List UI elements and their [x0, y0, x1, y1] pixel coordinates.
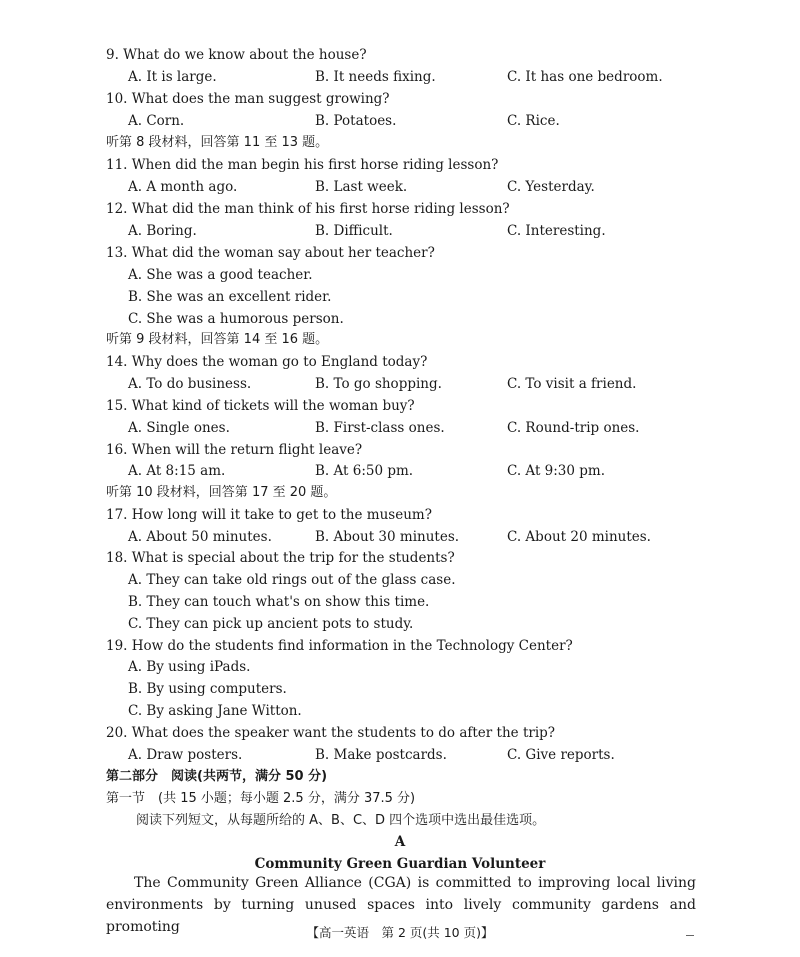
- question-18: 18. What is special about the trip for the students?: [106, 550, 455, 566]
- option-12a: A. Boring.: [128, 223, 197, 239]
- option-13a: A. She was a good teacher.: [128, 267, 313, 283]
- option-15c: C. Round-trip ones.: [507, 420, 640, 436]
- corner-mark: [686, 935, 694, 936]
- option-12c: C. Interesting.: [507, 223, 606, 239]
- option-11a: A. A month ago.: [128, 179, 238, 195]
- option-14c: C. To visit a friend.: [507, 376, 637, 392]
- passage-text: The Community Green Alliance (CGA) is committed to improving local living environments by turning unused spaces into lively community gardens and promoting: [106, 875, 696, 935]
- reading-instruction: 阅读下列短文，从每题所给的 A、B、C、D 四个选项中选出最佳选项。: [136, 813, 546, 828]
- option-14a: A. To do business.: [128, 376, 252, 392]
- section-9-heading: 听第 9 段材料，回答第 14 至 16 题。: [106, 332, 329, 347]
- question-15: 15. What kind of tickets will the woman buy?: [106, 398, 415, 414]
- option-18b: B. They can touch what's on show this time.: [128, 594, 430, 610]
- option-10a: A. Corn.: [128, 113, 185, 129]
- option-11c: C. Yesterday.: [507, 179, 595, 195]
- option-19b: B. By using computers.: [128, 681, 287, 697]
- option-11b: B. Last week.: [315, 179, 408, 195]
- option-14b: B. To go shopping.: [315, 376, 442, 392]
- option-16a: A. At 8:15 am.: [128, 463, 226, 479]
- section-1-heading: 第一节 (共 15 小题；每小题 2.5 分，满分 37.5 分): [106, 791, 416, 806]
- question-20: 20. What does the speaker want the students to do after the trip?: [106, 725, 556, 741]
- question-10: 10. What does the man suggest growing?: [106, 91, 390, 107]
- option-20a: A. Draw posters.: [128, 747, 243, 763]
- option-10b: B. Potatoes.: [315, 113, 397, 129]
- option-13b: B. She was an excellent rider.: [128, 289, 332, 305]
- option-20b: B. Make postcards.: [315, 747, 447, 763]
- option-20c: C. Give reports.: [507, 747, 615, 763]
- option-17b: B. About 30 minutes.: [315, 529, 460, 545]
- option-12b: B. Difficult.: [315, 223, 393, 239]
- option-16c: C. At 9:30 pm.: [507, 463, 606, 479]
- passage-title: Community Green Guardian Volunteer: [254, 856, 546, 872]
- option-13c: C. She was a humorous person.: [128, 311, 344, 327]
- page-footer: 【高一英语 第 2 页(共 10 页)】: [306, 925, 494, 940]
- passage-letter: A: [394, 834, 406, 850]
- option-9a: A. It is large.: [128, 69, 217, 85]
- question-12: 12. What did the man think of his first horse riding lesson?: [106, 201, 510, 217]
- question-19: 19. How do the students find information in the Technology Center?: [106, 638, 573, 654]
- question-17: 17. How long will it take to get to the museum?: [106, 507, 432, 523]
- question-13: 13. What did the woman say about her teacher?: [106, 245, 435, 261]
- section-8-heading: 听第 8 段材料，回答第 11 至 13 题。: [106, 135, 329, 150]
- question-11: 11. When did the man begin his first horse riding lesson?: [106, 157, 499, 173]
- question-16: 16. When will the return flight leave?: [106, 442, 363, 458]
- option-15b: B. First-class ones.: [315, 420, 445, 436]
- part-2-heading: 第二部分 阅读(共两节，满分 50 分): [106, 769, 328, 784]
- option-9b: B. It needs fixing.: [315, 69, 436, 85]
- option-17c: C. About 20 minutes.: [507, 529, 651, 545]
- option-9c: C. It has one bedroom.: [507, 69, 663, 85]
- question-14: 14. Why does the woman go to England today?: [106, 354, 428, 370]
- option-18a: A. They can take old rings out of the glass case.: [128, 572, 456, 588]
- option-19c: C. By asking Jane Witton.: [128, 703, 302, 719]
- question-9: 9. What do we know about the house?: [106, 47, 367, 63]
- option-19a: A. By using iPads.: [128, 659, 251, 675]
- option-17a: A. About 50 minutes.: [128, 529, 272, 545]
- option-15a: A. Single ones.: [128, 420, 230, 436]
- option-10c: C. Rice.: [507, 113, 560, 129]
- section-10-heading: 听第 10 段材料，回答第 17 至 20 题。: [106, 485, 337, 500]
- option-16b: B. At 6:50 pm.: [315, 463, 414, 479]
- option-18c: C. They can pick up ancient pots to study.: [128, 616, 414, 632]
